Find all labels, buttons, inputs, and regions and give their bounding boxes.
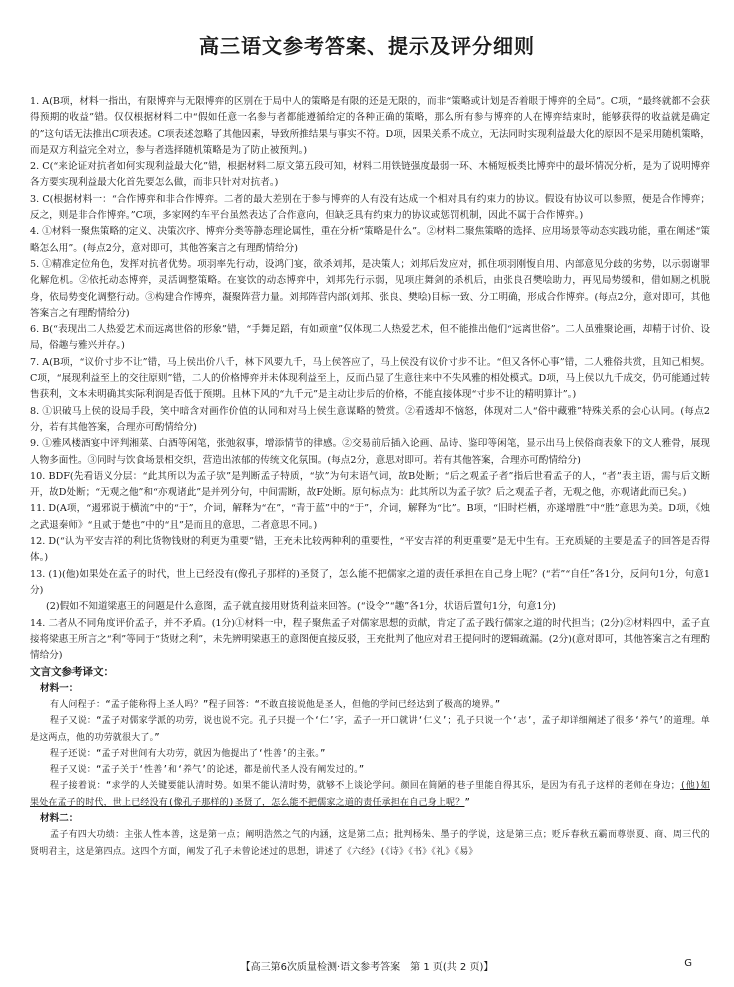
- answer-item-14: 14. 二者从不同角度评价孟子，并不矛盾。(1分)①材料一中，程子聚焦孟子对儒家思想的贡献，肯定了孟子践行儒家之道的时代担当；(2分)②材料四中，孟子直接将梁惠王所言之“利”等同于“货财之利”，未先辨明梁惠王的意图便直接反驳，王充批判了他应对君王提问时的逻辑疏漏。(2分)(意对即可，其他答案言之有理酌情给分): [30, 617, 710, 662]
- material1-paragraph-3: 程子还说：“孟子对世间有大功劳，就因为他提出了‘性善’的主张。”: [50, 748, 326, 759]
- answer-item-9: 9. ①雅风楼酒宴中评判湘菜、白酒等闲笔，张弛叙事，增添情节的律感。②交易前后插入论画、品诗、鉴印等闲笔，显示出马上侯俗商表象下的文人雅骨，展现人物多面性。③同时与饮食场景相交织，营造出浓郁的传统文化氛围。(每点2分，意思对即可。若有其他答案，合理亦可酌情给分): [30, 438, 710, 466]
- material1-last-before: 程子接着说：“求学的人关键要能认清时势。如果不能认清时势，就够不上谈论学问。颜回在简陋的巷子里能自得其乐，是因为有孔子这样的老师在身边；: [50, 781, 680, 792]
- footer-version: G: [684, 958, 692, 969]
- answer-item-12: 12. D(“认为平安吉祥的利比货物钱财的利更为重要”错，王充未比较两种利的重要性，“平安吉祥的利更重要”是无中生有。王充质疑的主要是孟子的回答是否得体。): [30, 536, 710, 564]
- answer-item-5: 5. ①精准定位角色，发挥对抗者优势。项羽率先行动，设鸿门宴，欲杀刘邦，是决策人；刘邦后发应对，抓住项羽刚愎自用、内部意见分歧的劣势，以示弱谢罪化解危机。②依托动态博弈，灵活调整策略。在宴饮的动态博弈中，刘邦先行示弱，见项庄舞剑的杀机后，由张良召樊哙助力，再见局势缓和，借如厕之机脱身，依局势变化调整行动。③构建合作博弈，凝聚阵营力量。刘邦阵营内部(刘邦、张良、樊哙)目标一致、分工明确，形成合作博弈。(每点2分，意对即可，其他答案言之有理酌情给分): [30, 258, 710, 319]
- answer-item-13-1: 13. (1)(他)如果处在孟子的时代，世上已经没有(像孔子那样的)圣贤了，怎么能不把儒家之道的责任承担在自己身上呢？(“若”“自任”各1分，反问句1分，句意1分): [30, 568, 710, 596]
- material2-heading: 材料二：: [40, 813, 79, 825]
- material1-paragraph-2: 程子又说：“孟子对儒家学派的功劳，说也说不完。孔子只提一个‘仁’字，孟子一开口就讲‘仁义’；孔子只说一个‘志’，孟子却详细阐述了很多‘养气’的道理。单是这两点，他的功劳就很大了。”: [30, 716, 710, 743]
- material1-paragraph-1: 有人问程子：“孟子能称得上圣人吗？”程子回答：“不敢直接说他是圣人，但他的学问已经达到了极高的境界。”: [50, 699, 501, 710]
- material1-last-after: ”: [464, 797, 471, 808]
- answer-item-2: 2. C(“来论证对抗者如何实现利益最大化”错，根据材料二原文第五段可知，材料二用铁链强度最弱一环、木桶短板类比博弈中的最坏情况分析，是为了说明博弈各方要实现利益最大化首先要怎么做，而非只针对对抗者。): [30, 161, 710, 189]
- page-title: 高三语文参考答案、提示及评分细则: [199, 34, 535, 58]
- translation-heading: 文言文参考译文：: [30, 666, 114, 679]
- material1-paragraph-4: 程子又说：“孟子关于‘性善’和‘养气’的论述，都是前代圣人没有阐发过的。”: [50, 765, 365, 776]
- answer-item-4: 4. ①材料一聚焦策略的定义、决策次序、博弈分类等静态理论属性，重在分析“策略是什么”。②材料二聚焦策略的选择、应用场景等动态实践功能，重在阐述“策略怎么用”。(每点2分，意对即可，其他答案言之有理酌情给分): [30, 226, 710, 254]
- answer-item-10: 10. BDF(先看语义分层：“此其所以为孟子欤”是判断孟子特质，“欤”为句末语气词，故B处断；“后之观孟子者”指后世看孟子的人，“者”表主语，需与后文断开，故D处断；“无观之他”和“亦观诸此”是并列分句，中间需断，故F处断。原句标点为：此其所以为孟子欤？后之观孟子者，无观之他，亦观诸此而已矣。): [30, 470, 710, 499]
- answer-item-7: 7. A(B项，“议价寸步不让”错，马上侯出价八千，林下风要九千，马上侯答应了，马上侯没有议价寸步不让。“但又各怀心事”错，二人雅俗共赏，且知己相契。C项，“展现利益至上的交往原则”错，二人的价格博弈并未体现利益至上，反而凸显了生意往来中不失风雅的相处模式。D项，马上侯以九千成交，仍可能通过转售获利，文本未明确其实际利润是否低于预期。且林下风的“九千元”是主动让步后的价格，不能直接体现“寸步不让的精明算计”。): [30, 356, 710, 401]
- answer-item-1: 1. A(B项，材料一指出，有限博弈与无限博弈的区别在于局中人的策略是有限的还是无限的，而非“策略或计划是否着眼于博弈的全局”。C项，“最终就都不会获得预期的收益”错。仅仅根据材料二中“假如任意一名参与者都能遵循给定的各种正确的策略，那么所有参与博弈的人在博弈结束时，能够获得的收益就是确定的”这句话无法推出C项表述。C项表述忽略了其他因素，导致所推结果与事实不符。D项，因果关系不成立，无法同时实现利益最大化的原因不是采用随机策略，而是双方利益完全对立，参与者选择随机策略是为了防止被预判。): [30, 96, 710, 156]
- answer-content: [30, 94, 710, 860]
- material1-paragraph-5: [30, 778, 710, 811]
- answer-item-13-2: (2)假如不知道梁惠王的问题是什么意图，孟子就直接用财货利益来回答。(“设令”“趣”各1分，状语后置句1分，句意1分): [46, 601, 556, 613]
- material2-paragraph: 孟子有四大功绩：主张人性本善，这是第一点；阐明浩然之气的内涵，这是第二点；批判杨朱、墨子的学说，这是第三点；贬斥春秋五霸而尊崇夏、商、周三代的贤明君主，这是第四点。这四个方面，阐发了孔子未曾论述过的思想，讲述了《六经》(《诗》《书》《礼》《易》: [30, 830, 710, 857]
- answer-item-8: 8. ①识破马上侯的设局手段，笑中暗含对画作价值的认同和对马上侯生意谋略的赞赏。②看透却不恼怒，体现对二人“俗中藏雅”特殊关系的会心认同。(每点2分，若有其他答案，合理亦可酌情给分): [30, 405, 710, 433]
- material1-heading: 材料一：: [40, 682, 79, 694]
- answer-item-3: 3. C(根据材料一：“合作博弈和非合作博弈。二者的最大差别在于参与博弈的人有没有达成一个相对具有约束力的协议。假设有协议可以参照，便是合作博弈；反之，则是非合作博弈。”C项，多家网约车平台虽然表达了合作意向，但缺乏具有约束力的协议或惩罚机制，因此不属于合作博弈。): [30, 193, 710, 222]
- answer-item-11: 11. D(A项，“遏邪说于横流”中的“于”，介词，解释为“在”，“青于蓝”中的“于”，介词，解释为“比”。B项，“旧时栏栖，亦遂增胜”中“胜”意思为美。D项，《烛之武退秦师》“且贰于楚也”中的“且”是而且的意思，二者意思不同。): [30, 503, 710, 531]
- answer-item-6: 6. B(“表现出二人热爱艺术而远离世俗的形象”错，“手舞足蹈，有如顽童”仅体现二人热爱艺术，但不能推出他们“远离世俗”。二人虽雅聚论画，却精于讨价、设局，俗趣与雅兴并存。): [30, 324, 710, 352]
- footer-center: 【高三第6次质量检测·语文参考答案 第 1 页(共 2 页)】: [240, 962, 494, 973]
- material1-last-underlined: (他)如果处在孟子的时代，世上已经没有(像孔子那样的)圣贤了，怎么能不把儒家之道的责任承担在自己身上呢？: [30, 781, 710, 808]
